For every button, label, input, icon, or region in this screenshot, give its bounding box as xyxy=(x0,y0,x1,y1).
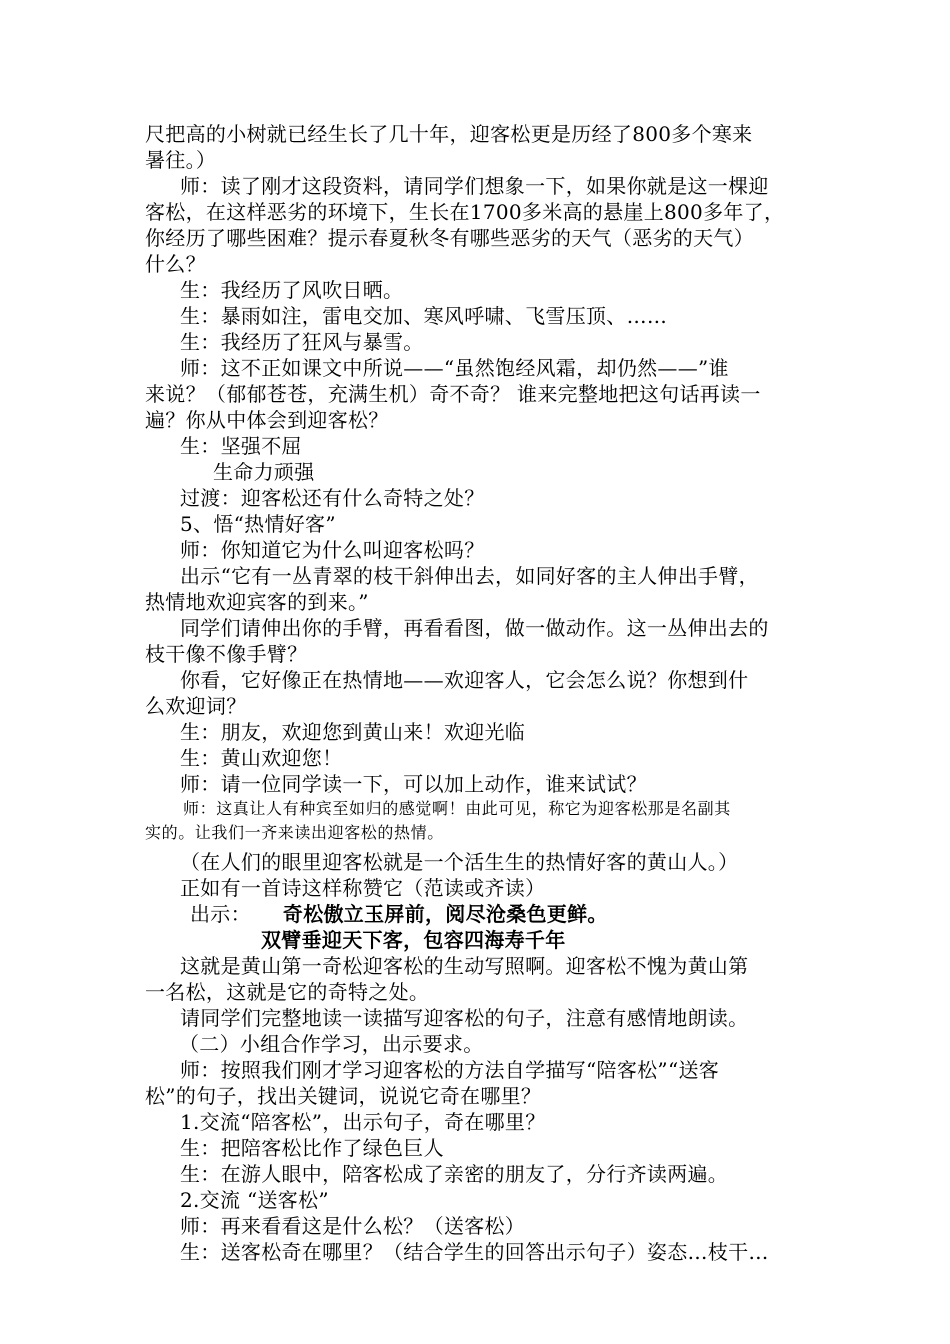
text-line: 师：按照我们刚才学习迎客松的方法自学描写“陪客松”“送客 xyxy=(180,1058,720,1082)
text-line: 这就是黄山第一奇松迎客松的生动写照啊。迎客松不愧为黄山第 xyxy=(180,954,749,978)
text-line: 尺把高的小树就已经生长了几十年，迎客松更是历经了800多个寒来 xyxy=(145,122,753,146)
poem-verse: 奇松傲立玉屏前，阅尽沧桑色更鲜。 xyxy=(282,902,608,926)
text-line: （在人们的眼里迎客松就是一个活生生的热情好客的黄山人。） xyxy=(180,850,739,874)
text-line: 正如有一首诗这样称赞它（范读或齐读） xyxy=(180,876,546,900)
text-line: 客松，在这样恶劣的环境下，生长在1700多米高的悬崖上800多年了， xyxy=(145,200,785,224)
text-line: 枝干像不像手臂？ xyxy=(145,642,308,666)
text-line: 过渡：迎客松还有什么奇特之处？ xyxy=(180,486,485,510)
text-line: 出示“它有一丛青翠的枝干斜伸出去，如同好客的主人伸出手臂， xyxy=(180,564,759,588)
text-line: 生：坚强不屈 xyxy=(180,434,302,458)
text-line: 师：读了刚才这段资料，请同学们想象一下，如果你就是这一棵迎 xyxy=(180,174,769,198)
poem-line-1 xyxy=(145,901,810,927)
text-line: 生：我经历了狂风与暴雪。 xyxy=(180,330,424,354)
text-line: 请同学们完整地读一读描写迎客松的句子，注意有感情地朗读。 xyxy=(180,1006,749,1030)
text-line: 遍？你从中体会到迎客松？ xyxy=(145,408,389,432)
text-line: 师：再来看看这是什么松？（送客松） xyxy=(180,1214,526,1238)
small-text-line: 师：这真让人有种宾至如归的感觉啊！由此可见，称它为迎客松那是名副其 xyxy=(183,799,731,818)
text-line: 1.交流“陪客松”，出示句子，奇在哪里？ xyxy=(180,1110,546,1134)
text-line: 暑往。） xyxy=(145,148,217,172)
text-line: 生：把陪客松比作了绿色巨人 xyxy=(180,1136,444,1160)
text-line: 师：你知道它为什么叫迎客松吗？ xyxy=(180,538,485,562)
text-line: 生：黄山欢迎您！ xyxy=(180,746,343,770)
text-line: 什么？ xyxy=(145,252,206,276)
text-line: 2.交流 “送客松” xyxy=(180,1188,329,1212)
text-line: 生命力顽强 xyxy=(213,460,315,484)
text-line: 来说？（郁郁苍苍，充满生机）奇不奇？ 谁来完整地把这句话再读一 xyxy=(145,382,761,406)
text-line: 师：请一位同学读一下，可以加上动作，谁来试试？ xyxy=(180,772,647,796)
text-line: 生：在游人眼中，陪客松成了亲密的朋友了，分行齐读两遍。 xyxy=(180,1162,729,1186)
text-line: 松”的句子，找出关键词，说说它奇在哪里？ xyxy=(145,1084,542,1108)
text-line: 同学们请伸出你的手臂，再看看图，做一做动作。这一丛伸出去的 xyxy=(180,616,769,640)
text-line: 么欢迎词？ xyxy=(145,694,247,718)
text-line: 你经历了哪些困难？提示春夏秋冬有哪些恶劣的天气（恶劣的天气） xyxy=(145,226,754,250)
section-heading: （二）小组合作学习，出示要求。 xyxy=(179,1032,484,1056)
text-line: 生：送客松奇在哪里？（结合学生的回答出示句子）姿态…枝干… xyxy=(180,1240,769,1264)
text-line: 生：我经历了风吹日晒。 xyxy=(180,278,404,302)
poem-line-2: 双臂垂迎天下客，包容四海寿千年 xyxy=(261,928,566,952)
text-line: 生：暴雨如注，雷电交加、寒风呼啸、飞雪压顶、…… xyxy=(180,304,668,328)
text-line: 你看，它好像正在热情地——欢迎客人，它会怎么说？你想到什 xyxy=(180,668,749,692)
section-heading: 5、悟“热情好客” xyxy=(180,512,336,536)
text-line: 师：这不正如课文中所说——“虽然饱经风霜，却仍然——”谁 xyxy=(180,356,729,380)
poem-label: 出示： xyxy=(190,902,251,926)
document-body xyxy=(145,121,810,1265)
text-line: 一名松，这就是它的奇特之处。 xyxy=(145,980,430,1004)
text-line: 生：朋友，欢迎您到黄山来！欢迎光临 xyxy=(180,720,526,744)
small-text-line: 实的。让我们一齐来读出迎客松的热情。 xyxy=(145,823,444,842)
text-line: 热情地欢迎宾客的到来。” xyxy=(145,590,369,614)
